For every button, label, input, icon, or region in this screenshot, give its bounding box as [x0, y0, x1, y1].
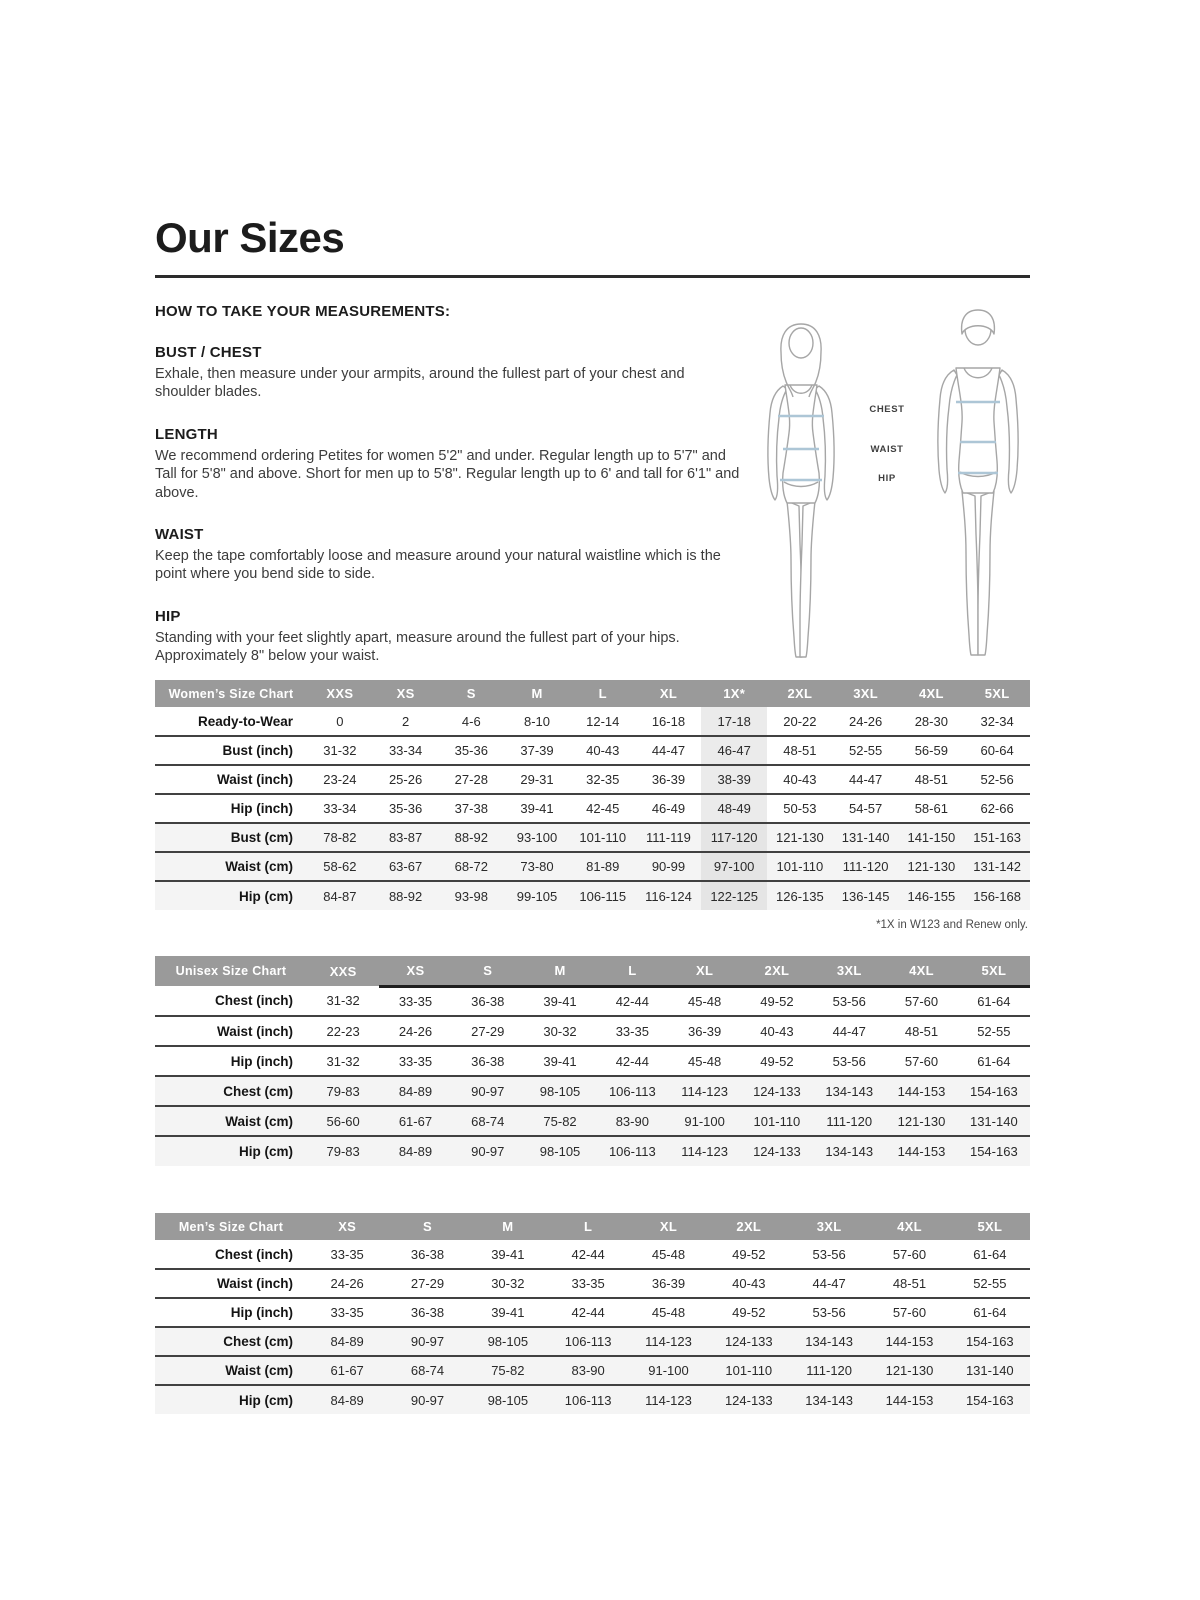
size-cell: 37-39: [504, 736, 570, 765]
size-cell: 39-41: [504, 794, 570, 823]
row-label: Bust (cm): [155, 823, 307, 852]
figure-measure-labels: [858, 304, 916, 670]
table-row: [155, 765, 1030, 794]
size-cell: 98-105: [524, 1076, 596, 1106]
size-column-header: 2XL: [767, 680, 833, 707]
table-row: [155, 794, 1030, 823]
size-column-header: 5XL: [950, 1213, 1030, 1240]
size-cell: 50-53: [767, 794, 833, 823]
size-cell: 23-24: [307, 765, 373, 794]
size-cell: 52-55: [833, 736, 899, 765]
size-cell: 98-105: [468, 1327, 548, 1356]
size-cell: 45-48: [668, 1046, 740, 1076]
size-cell: 154-163: [950, 1385, 1030, 1414]
section-heading: HIP: [155, 607, 181, 625]
size-cell: 52-55: [950, 1269, 1030, 1298]
size-cell: 8-10: [504, 707, 570, 736]
size-cell: 111-120: [813, 1106, 885, 1136]
size-cell: 24-26: [379, 1016, 451, 1046]
size-cell: 27-29: [387, 1269, 467, 1298]
table-row: [155, 736, 1030, 765]
size-cell: 114-123: [668, 1076, 740, 1106]
size-cell: 53-56: [789, 1298, 869, 1327]
size-column-header: XXS: [307, 680, 373, 707]
size-column-header: XS: [307, 1213, 387, 1240]
size-cell: 4-6: [438, 707, 504, 736]
size-column-header: L: [596, 956, 668, 986]
size-column-header: 3XL: [813, 956, 885, 986]
size-cell: 39-41: [524, 1046, 596, 1076]
size-cell: 56-60: [307, 1106, 379, 1136]
how-to-heading: HOW TO TAKE YOUR MEASUREMENTS:: [155, 303, 451, 320]
size-cell: 124-133: [709, 1385, 789, 1414]
page-title: Our Sizes: [155, 214, 345, 261]
size-cell: 101-110: [767, 852, 833, 881]
size-cell: 44-47: [789, 1269, 869, 1298]
size-cell: 36-39: [628, 1269, 708, 1298]
table-title: Men’s Size Chart: [155, 1213, 307, 1240]
size-cell: 33-35: [548, 1269, 628, 1298]
size-cell: 33-35: [307, 1298, 387, 1327]
size-cell: 111-120: [833, 852, 899, 881]
size-table: [155, 1213, 1030, 1414]
size-cell: 27-28: [438, 765, 504, 794]
size-cell: 36-38: [387, 1240, 467, 1269]
size-cell: 78-82: [307, 823, 373, 852]
section-bust-chest: [155, 344, 743, 402]
size-cell: 40-43: [767, 765, 833, 794]
table-row: [155, 881, 1030, 910]
waist-label: WAIST: [870, 444, 904, 455]
section-body: We recommend ordering Petites for women 5'2" and under. Regular length up to 5'7" and Tall for 5'8" and above. Short for men up to 5'8". Regular length up to 6' and tall for 6'1" and above.: [155, 447, 740, 501]
size-column-header: S: [387, 1213, 467, 1240]
size-cell: 144-153: [869, 1385, 949, 1414]
size-cell: 121-130: [767, 823, 833, 852]
measurement-figures: [742, 304, 1042, 670]
size-cell: 81-89: [570, 852, 636, 881]
size-cell: 33-35: [596, 1016, 668, 1046]
size-cell: 90-97: [387, 1385, 467, 1414]
size-cell: 61-64: [950, 1298, 1030, 1327]
row-label: Waist (inch): [155, 1269, 307, 1298]
size-cell: 101-110: [709, 1356, 789, 1385]
size-cell: 106-113: [548, 1385, 628, 1414]
size-cell: 44-47: [833, 765, 899, 794]
size-cell: 63-67: [373, 852, 439, 881]
size-cell: 84-89: [307, 1385, 387, 1414]
row-label: Chest (cm): [155, 1327, 307, 1356]
row-label: Waist (cm): [155, 1106, 307, 1136]
size-cell: 131-140: [833, 823, 899, 852]
row-label: Chest (inch): [155, 986, 307, 1016]
size-cell: 37-38: [438, 794, 504, 823]
size-cell: 84-89: [307, 1327, 387, 1356]
size-cell: 49-52: [709, 1298, 789, 1327]
size-cell: 91-100: [668, 1106, 740, 1136]
table-row: [155, 823, 1030, 852]
size-guide-page: [155, 0, 1030, 1414]
size-cell: 154-163: [958, 1136, 1030, 1166]
size-cell: 53-56: [813, 986, 885, 1016]
row-label: Bust (inch): [155, 736, 307, 765]
size-cell: 28-30: [898, 707, 964, 736]
size-cell: 126-135: [767, 881, 833, 910]
table-row: [155, 1240, 1030, 1269]
size-column-header: XL: [668, 956, 740, 986]
size-cell: 12-14: [570, 707, 636, 736]
size-cell: 122-125: [701, 881, 767, 910]
size-cell: 33-34: [373, 736, 439, 765]
size-cell: 73-80: [504, 852, 570, 881]
size-column-header: 4XL: [869, 1213, 949, 1240]
size-column-header: S: [438, 680, 504, 707]
size-cell: 121-130: [869, 1356, 949, 1385]
row-label: Waist (cm): [155, 1356, 307, 1385]
row-label: Ready-to-Wear: [155, 707, 307, 736]
size-cell: 106-113: [596, 1076, 668, 1106]
size-cell: 131-140: [950, 1356, 1030, 1385]
size-cell: 90-97: [452, 1136, 524, 1166]
size-cell: 42-44: [596, 1046, 668, 1076]
measurement-text-column: [155, 344, 743, 666]
size-column-header: M: [468, 1213, 548, 1240]
size-column-header: 1X*: [701, 680, 767, 707]
size-cell: 61-64: [950, 1240, 1030, 1269]
size-cell: 62-66: [964, 794, 1030, 823]
chest-label: CHEST: [869, 404, 905, 415]
size-column-header: 3XL: [789, 1213, 869, 1240]
size-cell: 36-39: [668, 1016, 740, 1046]
size-cell: 32-34: [964, 707, 1030, 736]
size-cell: 35-36: [373, 794, 439, 823]
size-cell: 30-32: [468, 1269, 548, 1298]
size-cell: 42-45: [570, 794, 636, 823]
size-cell: 144-153: [869, 1327, 949, 1356]
size-cell: 116-124: [636, 881, 702, 910]
size-column-header: XL: [628, 1213, 708, 1240]
size-column-header: 2XL: [741, 956, 813, 986]
size-cell: 53-56: [813, 1046, 885, 1076]
section-heading: LENGTH: [155, 425, 218, 443]
size-cell: 68-72: [438, 852, 504, 881]
row-label: Hip (inch): [155, 794, 307, 823]
row-label: Waist (inch): [155, 765, 307, 794]
table-row: [155, 1385, 1030, 1414]
size-cell: 134-143: [789, 1385, 869, 1414]
size-cell: 24-26: [833, 707, 899, 736]
size-column-header: S: [452, 956, 524, 986]
table-row: [155, 1298, 1030, 1327]
size-cell: 58-62: [307, 852, 373, 881]
size-cell: 36-39: [636, 765, 702, 794]
size-cell: 38-39: [701, 765, 767, 794]
size-cell: 93-100: [504, 823, 570, 852]
size-cell: 154-163: [950, 1327, 1030, 1356]
size-cell: 83-90: [596, 1106, 668, 1136]
size-cell: 101-110: [570, 823, 636, 852]
size-cell: 58-61: [898, 794, 964, 823]
size-cell: 114-123: [628, 1327, 708, 1356]
table-title: Women’s Size Chart: [155, 680, 307, 707]
section-heading: WAIST: [155, 526, 204, 544]
row-label: Hip (inch): [155, 1046, 307, 1076]
size-cell: 121-130: [898, 852, 964, 881]
size-cell: 42-44: [548, 1298, 628, 1327]
size-cell: 79-83: [307, 1136, 379, 1166]
size-column-header: 5XL: [958, 956, 1030, 986]
size-cell: 114-123: [668, 1136, 740, 1166]
section-body: Exhale, then measure under your armpits, around the fullest part of your chest and shoulder blades.: [155, 366, 685, 401]
size-cell: 49-52: [741, 986, 813, 1016]
size-cell: 0: [307, 707, 373, 736]
size-cell: 57-60: [885, 986, 957, 1016]
size-cell: 106-113: [596, 1136, 668, 1166]
size-cell: 57-60: [885, 1046, 957, 1076]
size-cell: 44-47: [813, 1016, 885, 1046]
size-cell: 84-89: [379, 1076, 451, 1106]
size-cell: 101-110: [741, 1106, 813, 1136]
size-column-header: XXS: [307, 956, 379, 986]
size-cell: 24-26: [307, 1269, 387, 1298]
title-divider: [155, 275, 1030, 278]
size-cell: 49-52: [709, 1240, 789, 1269]
size-cell: 156-168: [964, 881, 1030, 910]
size-column-header: L: [548, 1213, 628, 1240]
row-label: Hip (cm): [155, 1136, 307, 1166]
size-cell: 36-38: [452, 1046, 524, 1076]
size-cell: 25-26: [373, 765, 439, 794]
size-cell: 124-133: [741, 1076, 813, 1106]
size-cell: 134-143: [789, 1327, 869, 1356]
size-cell: 141-150: [898, 823, 964, 852]
size-cell: 44-47: [636, 736, 702, 765]
size-cell: 48-51: [767, 736, 833, 765]
size-cell: 52-55: [958, 1016, 1030, 1046]
size-cell: 134-143: [813, 1076, 885, 1106]
section-body: Standing with your feet slightly apart, measure around the fullest part of your hips. Approximately 8" below your waist.: [155, 629, 680, 665]
size-column-header: 5XL: [964, 680, 1030, 707]
size-cell: 2: [373, 707, 439, 736]
row-label: Chest (cm): [155, 1076, 307, 1106]
size-cell: 48-49: [701, 794, 767, 823]
size-cell: 49-52: [741, 1046, 813, 1076]
size-cell: 131-142: [964, 852, 1030, 881]
size-column-header: XS: [373, 680, 439, 707]
size-cell: 33-35: [379, 1046, 451, 1076]
unisex-size-chart-table: [155, 956, 1030, 1166]
size-cell: 52-56: [964, 765, 1030, 794]
size-column-header: 4XL: [898, 680, 964, 707]
size-cell: 83-87: [373, 823, 439, 852]
size-cell: 39-41: [468, 1240, 548, 1269]
female-figure-illustration: [742, 316, 860, 666]
size-cell: 30-32: [524, 1016, 596, 1046]
size-cell: 61-67: [307, 1356, 387, 1385]
table-row: [155, 1136, 1030, 1166]
size-cell: 121-130: [885, 1106, 957, 1136]
size-cell: 61-64: [958, 1046, 1030, 1076]
size-cell: 22-23: [307, 1016, 379, 1046]
size-cell: 97-100: [701, 852, 767, 881]
size-cell: 48-51: [869, 1269, 949, 1298]
size-cell: 39-41: [524, 986, 596, 1016]
table-row: [155, 1046, 1030, 1076]
size-table: [155, 956, 1030, 1166]
size-cell: 42-44: [596, 986, 668, 1016]
size-column-header: M: [524, 956, 596, 986]
size-cell: 40-43: [709, 1269, 789, 1298]
size-cell: 16-18: [636, 707, 702, 736]
size-cell: 88-92: [438, 823, 504, 852]
size-cell: 83-90: [548, 1356, 628, 1385]
size-cell: 45-48: [628, 1240, 708, 1269]
size-cell: 98-105: [468, 1385, 548, 1414]
row-label: Hip (cm): [155, 881, 307, 910]
size-cell: 45-48: [668, 986, 740, 1016]
size-cell: 39-41: [468, 1298, 548, 1327]
mens-size-chart-table: [155, 1213, 1030, 1414]
womens-size-chart-table: [155, 680, 1030, 910]
size-cell: 54-57: [833, 794, 899, 823]
table-row: [155, 707, 1030, 736]
table-row: [155, 1327, 1030, 1356]
womens-chart-footnote: *1X in W123 and Renew only.: [876, 919, 1028, 931]
table-title: Unisex Size Chart: [155, 956, 307, 986]
size-cell: 99-105: [504, 881, 570, 910]
size-cell: 90-97: [387, 1327, 467, 1356]
size-cell: 111-119: [636, 823, 702, 852]
size-cell: 75-82: [524, 1106, 596, 1136]
table-row: [155, 1016, 1030, 1046]
size-cell: 20-22: [767, 707, 833, 736]
size-cell: 136-145: [833, 881, 899, 910]
section-length: [155, 426, 743, 502]
size-cell: 117-120: [701, 823, 767, 852]
section-body: Keep the tape comfortably loose and measure around your natural waistline which is the point where you bend side to side.: [155, 548, 721, 583]
size-cell: 91-100: [628, 1356, 708, 1385]
size-cell: 33-35: [307, 1240, 387, 1269]
size-cell: 68-74: [452, 1106, 524, 1136]
size-cell: 131-140: [958, 1106, 1030, 1136]
size-column-header: 3XL: [833, 680, 899, 707]
size-cell: 45-48: [628, 1298, 708, 1327]
size-cell: 144-153: [885, 1136, 957, 1166]
size-cell: 27-29: [452, 1016, 524, 1046]
size-column-header: 2XL: [709, 1213, 789, 1240]
size-cell: 46-49: [636, 794, 702, 823]
size-cell: 106-115: [570, 881, 636, 910]
size-cell: 154-163: [958, 1076, 1030, 1106]
male-figure-illustration: [914, 304, 1042, 666]
size-cell: 48-51: [898, 765, 964, 794]
size-cell: 60-64: [964, 736, 1030, 765]
measurement-instructions: [155, 344, 1030, 680]
size-cell: 90-99: [636, 852, 702, 881]
size-cell: 84-87: [307, 881, 373, 910]
size-cell: 32-35: [570, 765, 636, 794]
row-label: Chest (inch): [155, 1240, 307, 1269]
size-cell: 61-64: [958, 986, 1030, 1016]
size-cell: 146-155: [898, 881, 964, 910]
size-cell: 144-153: [885, 1076, 957, 1106]
row-label: Hip (inch): [155, 1298, 307, 1327]
size-cell: 31-32: [307, 986, 379, 1016]
size-cell: 56-59: [898, 736, 964, 765]
size-cell: 84-89: [379, 1136, 451, 1166]
table-row: [155, 852, 1030, 881]
section-hip: [155, 608, 743, 666]
size-cell: 31-32: [307, 736, 373, 765]
size-column-header: XS: [379, 956, 451, 986]
size-cell: 57-60: [869, 1240, 949, 1269]
size-cell: 42-44: [548, 1240, 628, 1269]
row-label: Waist (inch): [155, 1016, 307, 1046]
size-cell: 36-38: [387, 1298, 467, 1327]
size-cell: 33-35: [379, 986, 451, 1016]
size-cell: 106-113: [548, 1327, 628, 1356]
table-row: [155, 1356, 1030, 1385]
size-cell: 33-34: [307, 794, 373, 823]
size-cell: 134-143: [813, 1136, 885, 1166]
size-cell: 68-74: [387, 1356, 467, 1385]
table-row: [155, 1076, 1030, 1106]
size-cell: 88-92: [373, 881, 439, 910]
size-column-header: 4XL: [885, 956, 957, 986]
size-cell: 151-163: [964, 823, 1030, 852]
size-cell: 61-67: [379, 1106, 451, 1136]
size-cell: 114-123: [628, 1385, 708, 1414]
size-cell: 75-82: [468, 1356, 548, 1385]
size-cell: 46-47: [701, 736, 767, 765]
size-cell: 93-98: [438, 881, 504, 910]
hip-label: HIP: [878, 473, 896, 484]
section-heading: BUST / CHEST: [155, 344, 262, 361]
size-cell: 48-51: [885, 1016, 957, 1046]
size-cell: 111-120: [789, 1356, 869, 1385]
size-cell: 79-83: [307, 1076, 379, 1106]
size-cell: 98-105: [524, 1136, 596, 1166]
size-cell: 53-56: [789, 1240, 869, 1269]
size-cell: 40-43: [570, 736, 636, 765]
size-cell: 29-31: [504, 765, 570, 794]
size-cell: 40-43: [741, 1016, 813, 1046]
size-cell: 124-133: [741, 1136, 813, 1166]
size-column-header: L: [570, 680, 636, 707]
size-cell: 90-97: [452, 1076, 524, 1106]
table-row: [155, 1106, 1030, 1136]
size-cell: 57-60: [869, 1298, 949, 1327]
row-label: Waist (cm): [155, 852, 307, 881]
section-waist: [155, 526, 743, 584]
size-column-header: M: [504, 680, 570, 707]
size-cell: 17-18: [701, 707, 767, 736]
table-row: [155, 1269, 1030, 1298]
size-table: [155, 680, 1030, 910]
size-column-header: XL: [636, 680, 702, 707]
size-cell: 124-133: [709, 1327, 789, 1356]
table-row: [155, 986, 1030, 1016]
size-cell: 36-38: [452, 986, 524, 1016]
size-cell: 35-36: [438, 736, 504, 765]
size-cell: 31-32: [307, 1046, 379, 1076]
row-label: Hip (cm): [155, 1385, 307, 1414]
